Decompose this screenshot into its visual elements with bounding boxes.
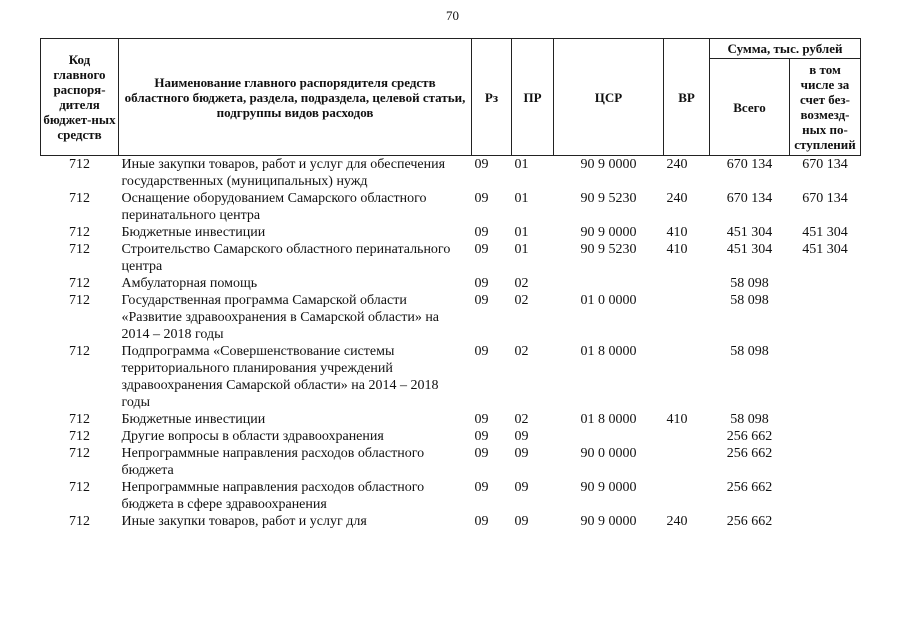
cell-pr: 02 — [514, 276, 529, 291]
cell-name: Иные закупки товаров, работ и услуг для обеспечения государственных (муниципальных) нужд — [121, 157, 446, 189]
cell-csr — [554, 428, 664, 445]
cell-code: 712 — [69, 242, 90, 257]
cell-total: 58 098 — [730, 293, 769, 308]
cell-pr: 01 — [514, 225, 529, 240]
cell-vr: 240 — [666, 157, 688, 172]
cell-name: Строительство Самарского областного перинатального центра — [121, 242, 451, 274]
table-row — [41, 275, 861, 292]
cell-vr: 410 — [666, 242, 688, 257]
cell-rz: 09 — [474, 480, 489, 495]
header-code: Код главного распоря-дителя бюджет-ных средств — [41, 39, 119, 156]
cell-code: 712 — [69, 429, 90, 444]
cell-total: 256 662 — [726, 480, 773, 495]
cell-code: 712 — [69, 446, 90, 461]
cell-name: Бюджетные инвестиции — [121, 225, 266, 240]
cell-pr: 02 — [514, 293, 529, 308]
cell-code: 712 — [69, 480, 90, 495]
cell-total: 58 098 — [730, 412, 769, 427]
cell-vr — [664, 428, 710, 445]
cell-free — [790, 513, 861, 530]
cell-rz: 09 — [474, 514, 489, 529]
cell-vr — [664, 292, 710, 343]
table-row — [41, 241, 861, 275]
cell-total: 58 098 — [730, 276, 769, 291]
cell-name: Оснащение оборудованием Самарского областного перинатального центра — [121, 191, 427, 223]
cell-free — [790, 428, 861, 445]
cell-rz: 09 — [474, 225, 489, 240]
cell-vr: 410 — [666, 225, 688, 240]
cell-free — [790, 343, 861, 411]
cell-rz: 09 — [474, 446, 489, 461]
cell-csr — [554, 275, 664, 292]
table-body — [41, 156, 861, 531]
cell-csr: 90 9 0000 — [580, 514, 637, 529]
header-pr: ПР — [512, 39, 554, 156]
cell-code: 712 — [69, 293, 90, 308]
cell-total: 256 662 — [726, 429, 773, 444]
cell-free — [790, 479, 861, 513]
cell-free — [790, 292, 861, 343]
cell-pr: 09 — [514, 480, 529, 495]
header-csr: ЦСР — [554, 39, 664, 156]
table-row — [41, 224, 861, 241]
cell-total: 451 304 — [726, 242, 773, 257]
cell-pr: 01 — [514, 191, 529, 206]
cell-name: Непрограммные направления расходов областного бюджета — [121, 446, 425, 478]
cell-pr: 02 — [514, 344, 529, 359]
cell-code: 712 — [69, 412, 90, 427]
cell-name: Другие вопросы в области здравоохранения — [121, 429, 384, 444]
cell-free: 670 134 — [802, 157, 848, 172]
cell-total: 670 134 — [726, 157, 773, 172]
cell-rz: 09 — [474, 157, 489, 172]
cell-code: 712 — [69, 514, 90, 529]
header-name: Наименование главного распорядителя средств областного бюджета, раздела, подраздела, целевой статьи, подгруппы видов расходов — [119, 39, 472, 156]
cell-code: 712 — [69, 276, 90, 291]
cell-code: 712 — [69, 191, 90, 206]
cell-free: 670 134 — [802, 191, 848, 206]
table-row — [41, 411, 861, 428]
table-row — [41, 190, 861, 224]
cell-rz: 09 — [474, 412, 489, 427]
cell-code: 712 — [69, 344, 90, 359]
cell-csr: 90 9 5230 — [580, 191, 637, 206]
table-row — [41, 292, 861, 343]
cell-pr: 02 — [514, 412, 529, 427]
cell-csr: 01 8 0000 — [580, 344, 637, 359]
cell-csr: 90 9 0000 — [580, 480, 637, 495]
cell-rz: 09 — [474, 429, 489, 444]
cell-name: Бюджетные инвестиции — [121, 412, 266, 427]
cell-vr: 410 — [666, 412, 688, 427]
cell-name: Иные закупки товаров, работ и услуг для — [121, 514, 367, 529]
budget-table — [40, 38, 861, 530]
table-row — [41, 428, 861, 445]
cell-free: 451 304 — [802, 242, 848, 257]
cell-rz: 09 — [474, 242, 489, 257]
cell-vr — [664, 343, 710, 411]
cell-vr: 240 — [666, 191, 688, 206]
table-row — [41, 445, 861, 479]
cell-free: 451 304 — [802, 225, 848, 240]
cell-pr: 09 — [514, 514, 529, 529]
cell-pr: 09 — [514, 446, 529, 461]
cell-total: 670 134 — [726, 191, 773, 206]
cell-csr: 90 9 0000 — [580, 225, 637, 240]
header-total: Всего — [710, 59, 790, 156]
cell-name: Подпрограмма «Совершенствование системы территориального планирования учреждений здравоохранения Самарской области» на 2014 – 2018 годы — [121, 344, 439, 410]
cell-total: 256 662 — [726, 446, 773, 461]
cell-code: 712 — [69, 225, 90, 240]
table-row — [41, 513, 861, 530]
cell-vr — [664, 479, 710, 513]
cell-pr: 01 — [514, 157, 529, 172]
header-free: в том числе за счет без-возмезд-ных по-ступлений — [790, 59, 861, 156]
header-sum-group: Сумма, тыс. рублей — [710, 39, 861, 59]
table-row — [41, 479, 861, 513]
header-vr: ВР — [664, 39, 710, 156]
table-row — [41, 343, 861, 411]
cell-free — [790, 275, 861, 292]
cell-total: 58 098 — [730, 344, 769, 359]
cell-total: 256 662 — [726, 514, 773, 529]
table-row — [41, 156, 861, 191]
cell-vr — [664, 445, 710, 479]
cell-csr: 90 9 5230 — [580, 242, 637, 257]
cell-total: 451 304 — [726, 225, 773, 240]
cell-csr: 90 0 0000 — [580, 446, 637, 461]
cell-vr — [664, 275, 710, 292]
cell-rz: 09 — [474, 191, 489, 206]
cell-name: Амбулаторная помощь — [121, 276, 258, 291]
header-rz: Рз — [472, 39, 512, 156]
cell-pr: 01 — [514, 242, 529, 257]
cell-csr: 90 9 0000 — [580, 157, 637, 172]
cell-name: Государственная программа Самарской области «Развитие здравоохранения в Самарской области» на 2014 – 2018 годы — [121, 293, 440, 342]
cell-rz: 09 — [474, 344, 489, 359]
table-header — [41, 39, 861, 156]
cell-rz: 09 — [474, 293, 489, 308]
cell-name: Непрограммные направления расходов областного бюджета в сфере здравоохранения — [121, 480, 425, 512]
cell-rz: 09 — [474, 276, 489, 291]
cell-free — [790, 445, 861, 479]
cell-pr: 09 — [514, 429, 529, 444]
cell-vr: 240 — [666, 514, 688, 529]
cell-free — [790, 411, 861, 428]
cell-code: 712 — [69, 157, 90, 172]
cell-csr: 01 8 0000 — [580, 412, 637, 427]
page-number: 70 — [446, 8, 459, 23]
cell-csr: 01 0 0000 — [580, 293, 637, 308]
